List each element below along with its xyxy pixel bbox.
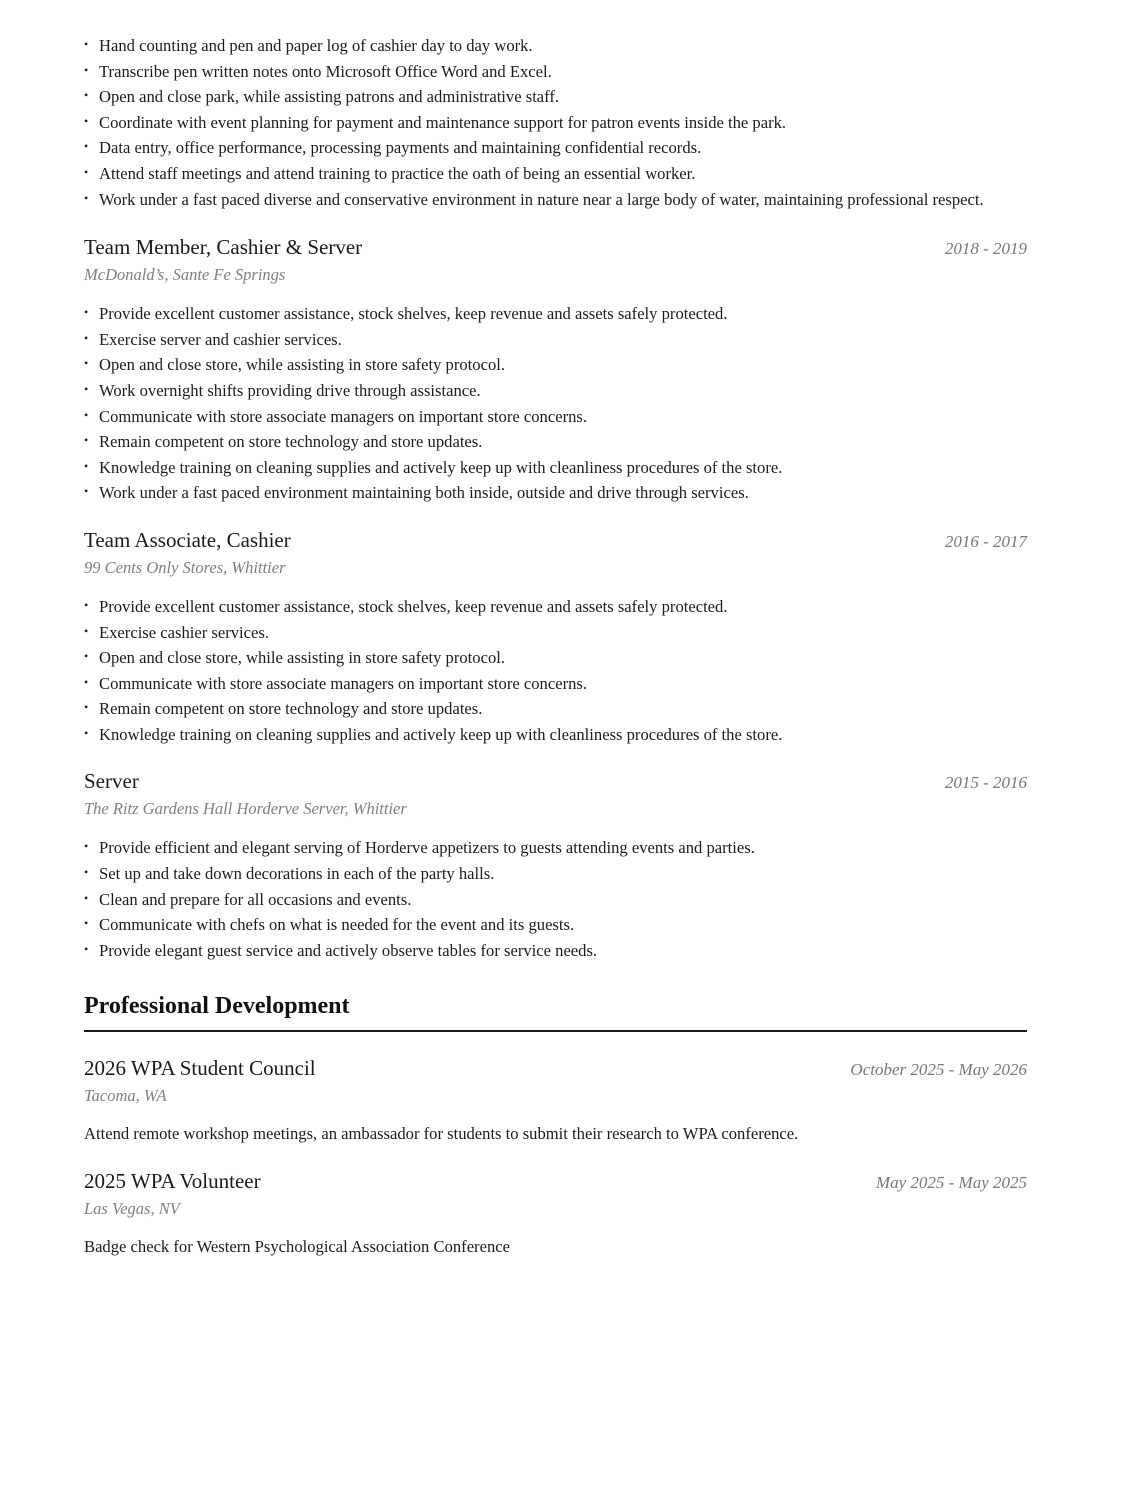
job-dates: 2018 - 2019 (944, 239, 1027, 259)
professional-development-section (84, 993, 1027, 1259)
job-bullet-list (84, 835, 1027, 963)
pd-entry-volunteer (84, 1167, 1027, 1259)
bullet-item: • Coordinate with event planning for payment and maintenance support for patron events inside the park. (84, 110, 1027, 136)
pd-entry-student-council (84, 1054, 1027, 1146)
pd-title: 2025 WPA Volunteer (84, 1169, 261, 1194)
bullet-item: • Set up and take down decorations in each of the party halls. (84, 861, 1027, 887)
job-organization: 99 Cents Only Stores, Whittier (84, 557, 286, 577)
previous-job-bullet-list (84, 33, 1027, 212)
job-header (84, 767, 1027, 795)
job-header (84, 233, 1027, 261)
job-entry-ritz-gardens (84, 767, 1027, 963)
job-title: Team Member, Cashier & Server (84, 235, 363, 260)
bullet-item: • Attend staff meetings and attend training to practice the oath of being an essential worker. (84, 161, 1027, 187)
bullet-item: • Work under a fast paced environment maintaining both inside, outside and drive through services. (84, 480, 1027, 506)
bullet-item: • Clean and prepare for all occasions and events. (84, 887, 1027, 913)
job-organization: McDonald’s, Sante Fe Springs (84, 265, 286, 285)
pd-header (84, 1167, 1027, 1195)
bullet-item: • Data entry, office performance, processing payments and maintaining confidential records. (84, 135, 1027, 161)
pd-location: Tacoma, WA (84, 1086, 167, 1106)
bullet-item: • Exercise cashier services. (84, 620, 1027, 646)
bullet-item: • Provide efficient and elegant serving of Horderve appetizers to guests attending events and parties. (84, 835, 1027, 861)
bullet-item: • Transcribe pen written notes onto Microsoft Office Word and Excel. (84, 59, 1027, 85)
bullet-item: • Provide excellent customer assistance, stock shelves, keep revenue and assets safely protected. (84, 301, 1027, 327)
pd-location: Las Vegas, NV (84, 1199, 180, 1219)
job-title: Server (84, 769, 139, 794)
job-entry-99-cents (84, 526, 1027, 748)
section-heading: Professional Development (84, 993, 1027, 1032)
bullet-item: • Work overnight shifts providing drive through assistance. (84, 378, 1027, 404)
job-bullet-list (84, 594, 1027, 748)
pd-header (84, 1054, 1027, 1082)
bullet-item: • Remain competent on store technology and store updates. (84, 429, 1027, 455)
job-title: Team Associate, Cashier (84, 527, 291, 552)
bullet-item: • Provide elegant guest service and actively observe tables for service needs. (84, 938, 1027, 964)
bullet-item: • Open and close park, while assisting patrons and administrative staff. (84, 84, 1027, 110)
job-bullet-list (84, 301, 1027, 506)
bullet-item: • Provide excellent customer assistance, stock shelves, keep revenue and assets safely protected. (84, 594, 1027, 620)
job-entry-mcdonalds (84, 233, 1027, 506)
pd-dates: October 2025 - May 2026 (850, 1060, 1027, 1080)
job-organization: The Ritz Gardens Hall Horderve Server, Whittier (84, 799, 407, 819)
bullet-item: • Hand counting and pen and paper log of cashier day to day work. (84, 33, 1027, 59)
bullet-item: • Open and close store, while assisting in store safety protocol. (84, 645, 1027, 671)
bullet-item: • Open and close store, while assisting in store safety protocol. (84, 352, 1027, 378)
job-dates: 2015 - 2016 (944, 773, 1027, 793)
bullet-item: • Exercise server and cashier services. (84, 327, 1027, 353)
bullet-item: • Communicate with store associate managers on important store concerns. (84, 671, 1027, 697)
resume-content (84, 32, 1027, 1259)
pd-description: Attend remote workshop meetings, an ambassador for students to submit their research to WPA conference. (84, 1124, 799, 1144)
bullet-item: • Work under a fast paced diverse and conservative environment in nature near a large body of water, maintaining professional respect. (84, 187, 1027, 213)
bullet-item: • Communicate with store associate managers on important store concerns. (84, 404, 1027, 430)
job-header (84, 526, 1027, 554)
bullet-item: • Knowledge training on cleaning supplies and actively keep up with cleanliness procedures of the store. (84, 455, 1027, 481)
bullet-item: • Knowledge training on cleaning supplies and actively keep up with cleanliness procedures of the store. (84, 722, 1027, 748)
pd-title: 2026 WPA Student Council (84, 1056, 316, 1081)
pd-dates: May 2025 - May 2025 (875, 1173, 1027, 1193)
bullet-item: • Communicate with chefs on what is needed for the event and its guests. (84, 912, 1027, 938)
pd-description: Badge check for Western Psychological Association Conference (84, 1237, 510, 1257)
bullet-item: • Remain competent on store technology and store updates. (84, 696, 1027, 722)
job-dates: 2016 - 2017 (944, 531, 1027, 551)
